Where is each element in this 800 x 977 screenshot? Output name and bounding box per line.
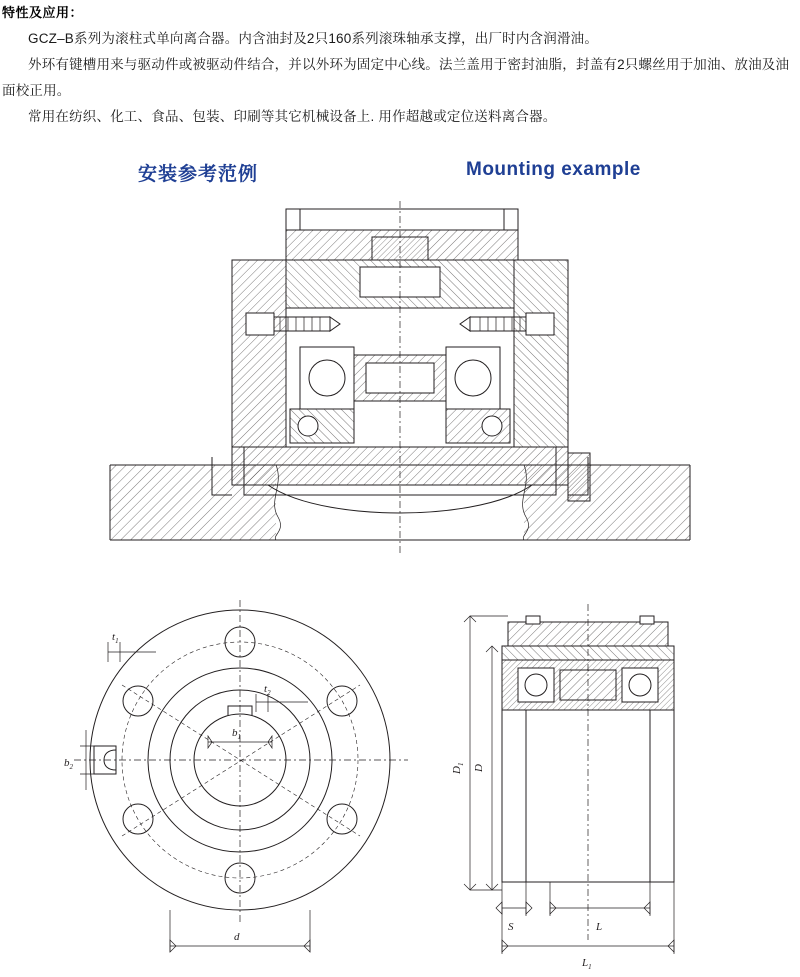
- dim-label-b1: $b_1$: [232, 727, 241, 741]
- dim-label-t1: $t_1$: [112, 631, 119, 645]
- dimension-L: [550, 882, 650, 933]
- bearing-left: [300, 347, 354, 409]
- dim-label-D: D: [473, 764, 485, 772]
- dim-label-b2: $b_2$: [64, 757, 73, 771]
- dimension-t1: [108, 631, 156, 662]
- dim-label-d: d: [234, 931, 240, 943]
- heading-mounting-example-en: Mounting example: [466, 159, 641, 180]
- bearing-right: [446, 347, 500, 409]
- section-title: 特性及应用：: [2, 5, 84, 20]
- paragraph-3: 常用在纺织、化工、食品、包装、印刷等其它机械设备上. 用作超越或定位送料离合器。: [28, 109, 557, 124]
- dim-label-D1: $D_1$: [451, 762, 465, 774]
- paragraph-1: GCZ–B系列为滚柱式单向离合器。内含油封及2只160系列滚珠轴承支撑，出厂时内含润滑油。: [28, 31, 599, 46]
- dim-label-S: S: [508, 921, 514, 933]
- mounting-example-assembly-section: [0, 195, 800, 565]
- flange-front-view: [60, 590, 420, 970]
- dim-label-L: L: [596, 921, 603, 933]
- screw-right: [460, 313, 554, 335]
- heading-mounting-example-cn: 安装参考范例: [138, 164, 259, 185]
- screw-left: [246, 313, 340, 335]
- clutch-side-section-view: [440, 590, 780, 970]
- dim-label-L1: $L_1$: [582, 957, 592, 971]
- dimension-t2: [256, 683, 308, 712]
- dimension-D: [473, 646, 498, 890]
- housing-left-wall: [232, 260, 286, 447]
- dim-label-t2: $t_2$: [264, 683, 271, 697]
- paragraph-2: 外环有键槽用来与驱动件或被驱动件结合，并以外环为固定中心线。法兰盖用于密封油脂，封盖有2只螺丝用于加油、放油及油面校正用。: [2, 57, 790, 98]
- dimension-D1: [451, 616, 508, 890]
- housing-right-wall: [514, 260, 568, 447]
